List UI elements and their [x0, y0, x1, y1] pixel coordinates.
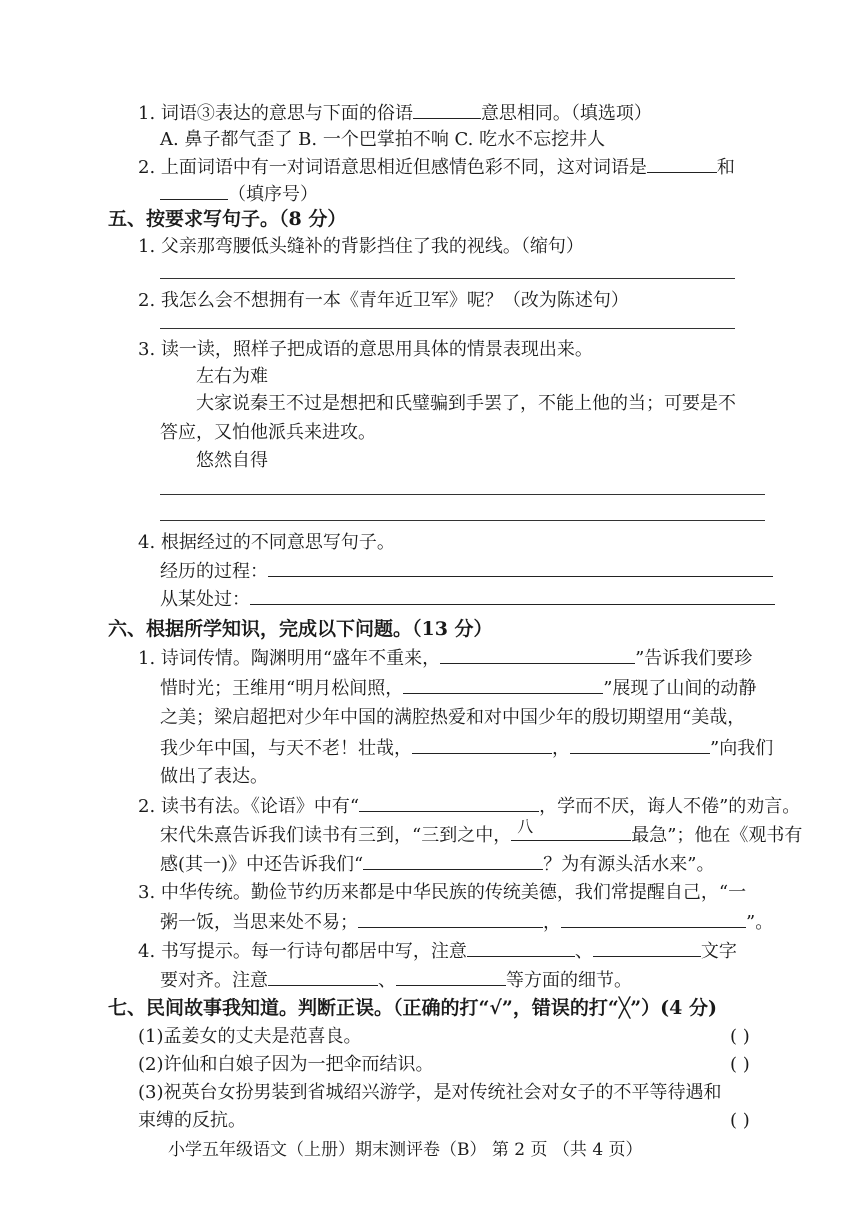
answer-blank[interactable]: [268, 967, 378, 986]
answer-blank[interactable]: [250, 586, 775, 605]
answer-blank[interactable]: [268, 558, 773, 577]
s5-q3: 3. 读一读，照样子把成语的意思用具体的情景表现出来。: [138, 339, 593, 360]
answer-blank[interactable]: [396, 967, 506, 986]
s6-line10: 粥一饭，当思来处不易； ， ”。: [160, 909, 773, 936]
answer-blank[interactable]: [363, 851, 543, 870]
answer-blank[interactable]: [413, 100, 481, 119]
s5-task-idiom: 悠然自得: [196, 450, 268, 471]
answer-blank[interactable]: [593, 938, 701, 957]
s5-example-line1: 大家说秦王不过是想把和氏璧骗到手罢了，不能上他的当；可要是不: [196, 393, 736, 414]
page-footer: 小学五年级语文（上册）期末测评卷（B） 第 2 页 （共 4 页）: [168, 1140, 643, 1160]
answer-blank[interactable]: [570, 735, 710, 754]
answer-paren[interactable]: ( ): [730, 1054, 750, 1075]
s6-line1: 1. 诗词传情。陶渊明用“盛年不重来， ”告诉我们要珍: [138, 645, 752, 672]
s6-line8: 感(其一)》中还告诉我们“ ？为有源头活水来”。: [160, 851, 714, 878]
answer-line[interactable]: [160, 278, 735, 279]
s5-q4: 4. 根据经过的不同意思写句子。: [138, 532, 395, 553]
answer-blank[interactable]: [440, 645, 635, 664]
s6-line4: 我少年中国，与天不老！壮哉， ， ”向我们: [160, 735, 773, 762]
s6-line3: 之美；梁启超把对少年中国的满腔热爱和对中国少年的殷切期望用“美哉，: [160, 707, 746, 728]
handwritten-answer: 八: [517, 817, 534, 836]
s5-example-idiom: 左右为难: [196, 366, 268, 387]
s4-q1: 1. 词语③表达的意思与下面的俗语 意思相同。（填选项）: [138, 100, 652, 127]
answer-paren[interactable]: ( ): [730, 1026, 750, 1047]
answer-line[interactable]: [160, 328, 735, 329]
answer-blank[interactable]: [403, 675, 603, 694]
s6-line9: 3. 中华传统。勤俭节约历来都是中华民族的传统美德，我们常提醒自己，“一: [138, 882, 747, 903]
answer-blank[interactable]: [412, 735, 552, 754]
answer-blank[interactable]: [467, 938, 575, 957]
s5-q4-b: 从某处过：: [160, 586, 775, 613]
section5-heading: 五、按要求写句子。（8 分）: [108, 208, 347, 230]
section6-heading: 六、根据所学知识，完成以下问题。（13 分）: [108, 618, 493, 640]
s5-q2: 2. 我怎么会不想拥有一本《青年近卫军》呢？（改为陈述句）: [138, 290, 629, 311]
s7-item2: (2)许仙和白娘子因为一把伞而结识。: [138, 1054, 434, 1075]
answer-blank[interactable]: [511, 817, 631, 841]
s6-line6: 2. 读书有法。《论语》中有“ ，学而不厌，诲人不倦”的劝言。: [138, 793, 800, 820]
s4-q2-note: （填序号）: [160, 181, 318, 208]
s5-q1: 1. 父亲那弯腰低头缝补的背影挡住了我的视线。（缩句）: [138, 236, 584, 257]
s7-item3b: 束缚的反抗。: [138, 1110, 246, 1131]
s7-item3a: (3)祝英台女扮男装到省城绍兴游学，是对传统社会对女子的不平等待遇和: [138, 1082, 722, 1103]
answer-blank[interactable]: [358, 909, 543, 928]
answer-line[interactable]: [160, 494, 765, 495]
s7-item1: (1)孟姜女的丈夫是范喜良。: [138, 1026, 362, 1047]
s4-q2: 2. 上面词语中有一对词语意思相近但感情色彩不同，这对词语是 和: [138, 154, 735, 181]
s5-example-line2: 答应，又怕他派兵来进攻。: [160, 422, 376, 443]
s6-line11: 4. 书写提示。每一行诗句都居中写，注意 、 文字: [138, 938, 737, 965]
answer-line[interactable]: [160, 520, 765, 521]
answer-blank[interactable]: [359, 793, 539, 812]
answer-blank[interactable]: [160, 181, 228, 200]
s4-q1-options: A. 鼻子都气歪了 B. 一个巴掌拍不响 C. 吃水不忘挖井人: [160, 129, 606, 150]
answer-blank[interactable]: [561, 909, 746, 928]
s6-line12: 要对齐。注意 、 等方面的细节。: [160, 967, 632, 994]
answer-paren[interactable]: ( ): [730, 1110, 750, 1131]
s5-q4-a: 经历的过程：: [160, 558, 773, 585]
section7-heading: 七、民间故事我知道。判断正误。（正确的打“√”，错误的打“╳”）(4 分): [108, 997, 717, 1019]
s6-line5: 做出了表达。: [160, 766, 268, 787]
s6-line2: 惜时光；王维用“明月松间照， ”展现了山间的动静: [160, 675, 756, 702]
s6-line7: 宋代朱熹告诉我们读书有三到，“三到之中， 八 最急”；他在《观书有: [160, 822, 802, 849]
answer-blank[interactable]: [647, 154, 717, 173]
